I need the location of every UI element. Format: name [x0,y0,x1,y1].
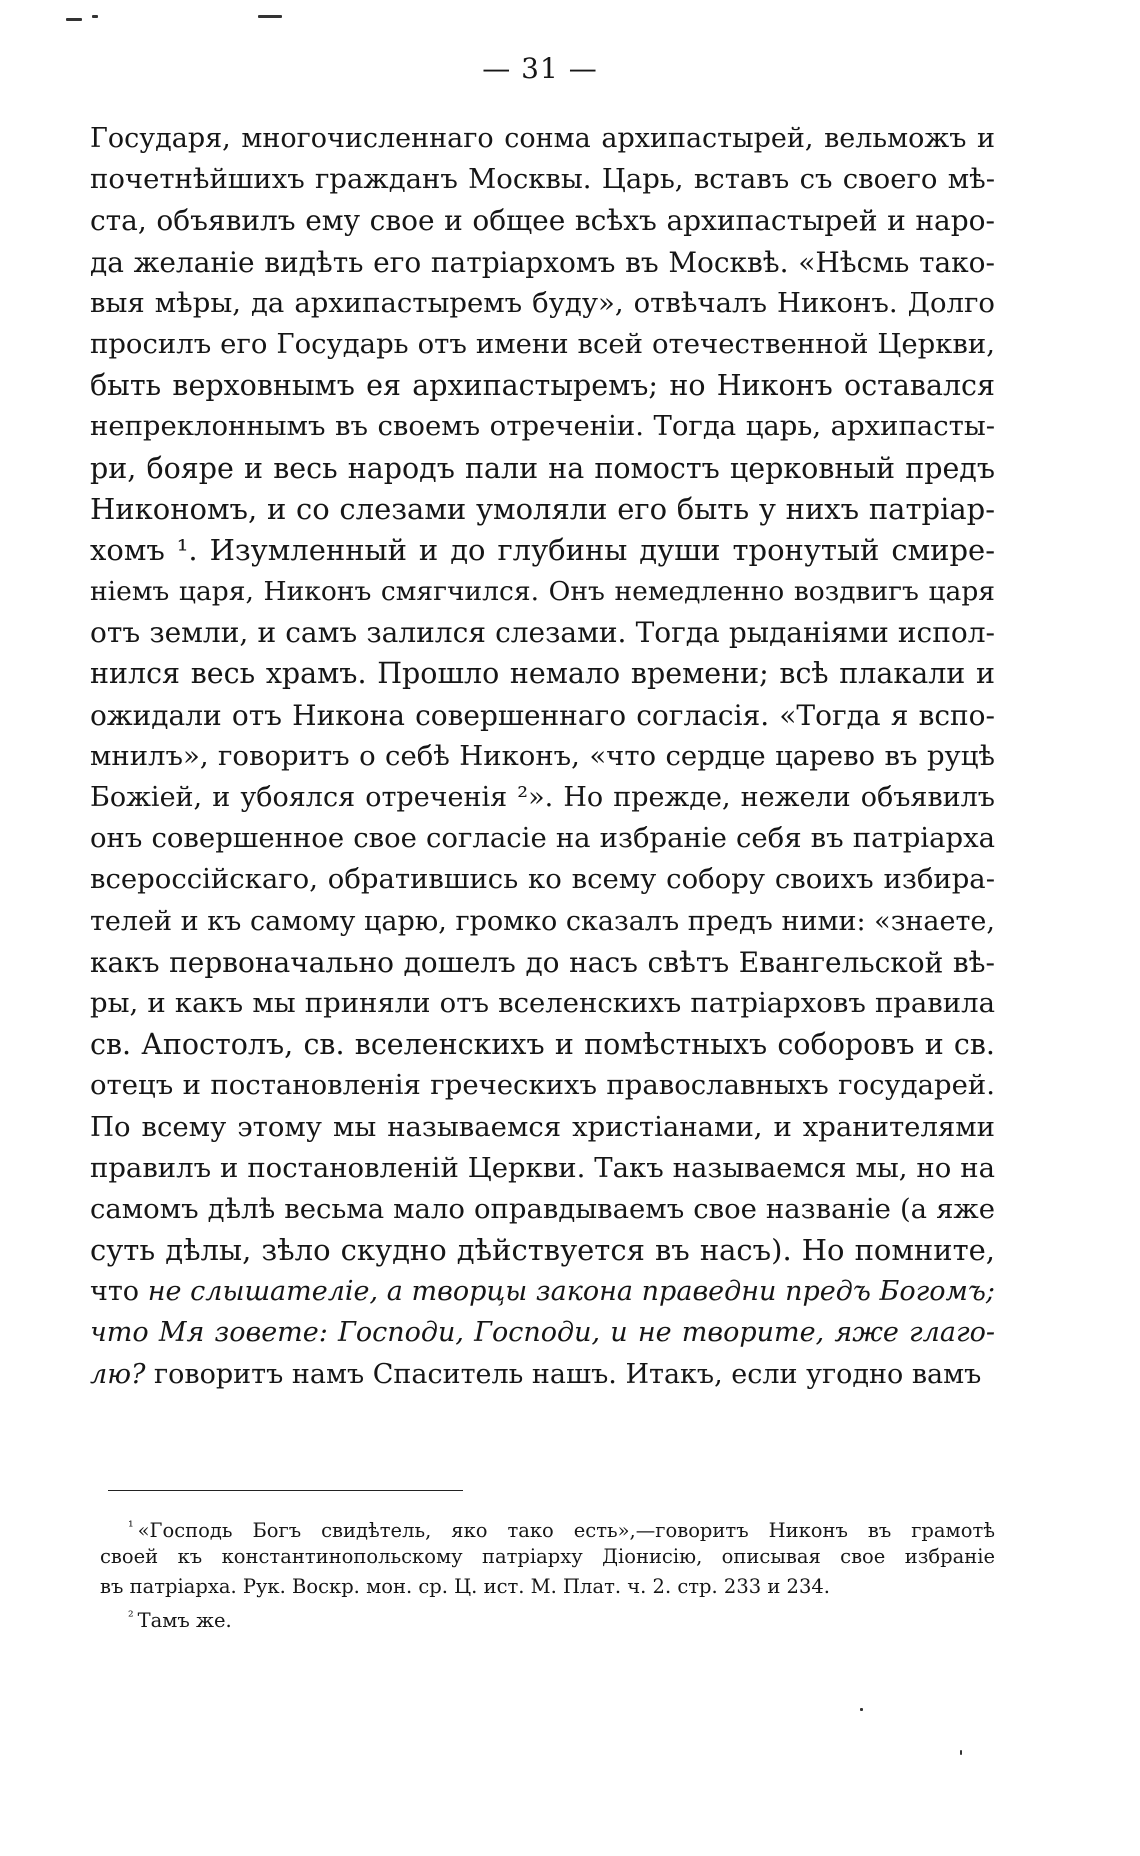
text-line: отъ земли, и самъ залился слезами. Тогда рыданіями испол- [90,616,995,650]
text-line: ніемъ царя, Никонъ смягчился. Онъ немедленно воздвигъ царя [90,576,995,608]
text-line-mixed [90,1271,995,1312]
text-line: правилъ и постановленій Церкви. Такъ называемся мы, но на [90,1151,995,1184]
text-line-mixed [90,1354,995,1395]
text-line: отецъ и постановленія греческихъ православныхъ государей. [90,1069,995,1102]
footnote-text: Тамъ же. [137,1609,232,1632]
main-text [90,118,995,1395]
text-line: да желаніе видѣть его патріархомъ въ Москвѣ. «Нѣсмь тако- [90,245,995,279]
page-number: — 31 — [482,52,598,85]
text-line: Никономъ, и со слезами умоляли его быть у нихъ патріар- [90,491,995,526]
text-line: непреклоннымъ въ своемъ отреченіи. Тогда царь, архипасты- [90,410,995,443]
text-line: почетнѣйшихъ гражданъ Москвы. Царь, вставъ съ своего мѣ- [90,163,995,196]
text-line: мнилъ», говоритъ о себѣ Никонъ, «что сердце царево въ руцѣ [90,739,995,772]
text-line: ры, и какъ мы приняли отъ вселенскихъ патріарховъ правила [90,986,995,1019]
footnote-1-line: въ патріарха. Рук. Воскр. мон. ср. Ц. ист. М. Плат. ч. 2. стр. 233 и 234. [100,1575,830,1598]
footnote-1-line: своей къ константинопольскому патріарху Діонисію, описывая свое избраніе [100,1545,995,1568]
footnote-1-line [100,1512,995,1542]
text-line: суть дѣлы, зѣло скудно дѣйствуется въ насъ). Но помните, [90,1233,995,1268]
footnote-marker: ¹ [128,1519,134,1535]
text-line: ста, объявилъ ему свое и общее всѣхъ архипастырей и наро- [90,204,995,238]
text-line: хомъ ¹. Изумленный и до глубины души тронутый смире- [90,532,995,567]
text-line: ожидали отъ Никона совершеннаго согласія. «Тогда я вспо- [90,698,995,732]
text-run: что [90,1276,140,1308]
text-line: ри, бояре и весь народъ пали на помостъ церковный предъ [90,451,995,485]
text-line: Божіей, и убоялся отреченія ²». Но прежде, нежели объявилъ [90,782,995,813]
text-line: нился весь храмъ. Прошло немало времени; всѣ плакали и [90,657,995,691]
text-line: Государя, многочисленнаго сонма архипастырей, вельможъ и [90,123,995,154]
text-line: быть верховнымъ ея архипастыремъ; но Никонъ оставался [90,369,995,403]
footnotes [100,1512,995,1632]
text-line: св. Апостолъ, св. вселенскихъ и помѣстныхъ соборовъ и св. [90,1028,995,1062]
footnote-2-line [100,1602,995,1632]
text-run: говоритъ намъ Спаситель нашъ. Итакъ, если угодно вамъ [145,1358,982,1390]
text-line: телей и къ самому царю, громко сказалъ предъ ними: «знаете, [90,905,995,937]
text-line: самомъ дѣлѣ весьма мало оправдываемъ свое названіе (а яже [90,1192,995,1225]
text-line: всероссійскаго, обратившись ко всему собору своихъ избира- [90,863,995,896]
italic-quote-line: что Мя зовете: Господи, Господи, и не творите, яже глаго- [90,1317,995,1349]
text-line: какъ первоначально дошелъ до насъ свѣтъ Евангельской вѣ- [90,945,995,979]
text-line: онъ совершенное свое согласіе на избраніе себя въ патріарха [90,822,995,855]
text-line: выя мѣры, да архипастыремъ буду», отвѣчалъ Никонъ. Долго [90,286,995,319]
italic-quote: лю? [90,1358,146,1390]
footnote-divider [108,1490,463,1491]
text-line: По всему этому мы называемся христіанами, и хранителями [90,1110,995,1143]
footnote-text: «Господь Богъ свидѣтель, яко тако есть»,—говоритъ Никонъ въ грамотѣ [137,1519,995,1542]
footnote-marker: ² [128,1609,134,1625]
italic-quote: не слышателіе, а творцы закона праведни предъ Богомъ; [147,1276,995,1308]
text-line: просилъ его Государь отъ имени всей отечественной Церкви, [90,327,995,360]
